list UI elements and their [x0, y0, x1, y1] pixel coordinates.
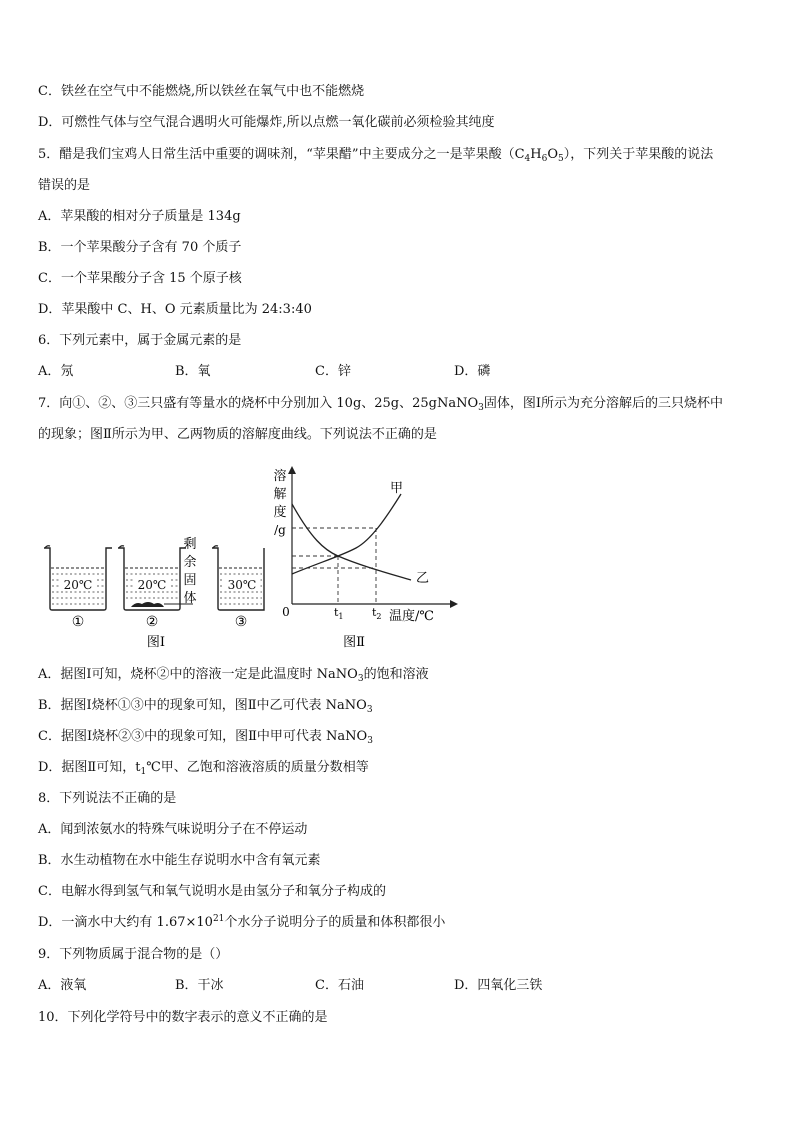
svg-text:度: 度: [273, 505, 287, 520]
q4-option-d: D．可燃性气体与空气混合遇明火可能爆炸,所以点燃一氧化碳前必须检验其纯度: [38, 115, 495, 130]
q7-option-a: A．据图Ⅰ可知，烧杯②中的溶液一定是此温度时 NaNO$_3$的饱和溶液: [38, 667, 429, 684]
q5-option-b: B．一个苹果酸分子含有 70 个质子: [38, 240, 242, 255]
figure-2-solubility-chart: [266, 458, 466, 652]
q7-option-b: B．据图Ⅰ烧杯①③中的现象可知，图Ⅱ中乙可代表 NaNO$_3$: [38, 698, 373, 715]
figure-1-beakers: [36, 530, 266, 655]
q9-option-c: C．石油: [315, 978, 364, 993]
q9-option-b: B．干冰: [175, 978, 224, 993]
svg-text:/g: /g: [274, 523, 286, 537]
y-axis-arrow: [288, 466, 296, 474]
q6-stem: 6．下列元素中，属于金属元素的是: [38, 333, 242, 348]
q6-option-a: A．氖: [38, 364, 74, 379]
figure-2-caption: 图Ⅱ: [343, 635, 365, 650]
residue-label: [183, 537, 196, 606]
q7-stem-line1: 7．向①、②、③三只盛有等量水的烧杯中分别加入 10g、25g、25gNaNO$_3$固体，图Ⅰ所示为充分溶解后的三只烧杯中: [38, 396, 724, 413]
q9-stem: 9．下列物质属于混合物的是（）: [38, 947, 229, 962]
beaker-1-temp: 20℃: [63, 578, 93, 592]
figure-1-caption: 图Ⅰ: [146, 635, 166, 650]
svg-text:溶: 溶: [273, 469, 287, 484]
q6-option-b: B．氧: [175, 364, 211, 379]
curve-yi: [292, 504, 411, 580]
x-axis-label: 温度/℃: [389, 609, 434, 624]
q5-option-c: C．一个苹果酸分子含 15 个原子核: [38, 271, 242, 286]
curve-jia-label: 甲: [390, 481, 404, 496]
y-axis-label: [273, 468, 286, 537]
q8-option-d: D．一滴水中大约有 $1.67\times 10^{21}$个水分子说明分子的质量和体积都很小: [38, 914, 446, 930]
t2-label: $t_2$: [372, 606, 382, 621]
q7-option-d: D．据图Ⅱ可知，$t_1℃$甲、乙饱和溶液溶质的质量分数相等: [38, 760, 369, 777]
beaker-1: [44, 546, 112, 610]
q5-option-d: D．苹果酸中 C、H、O 元素质量比为 24:3:40: [38, 302, 312, 317]
beaker-3-label: ③: [234, 614, 248, 630]
q8-option-c: C．电解水得到氢气和氧气说明水是由氢分子和氧分子构成的: [38, 884, 386, 899]
beaker-2-temp: 20℃: [137, 578, 167, 592]
t1-label: $t_1$: [334, 606, 344, 621]
residue-solid: [131, 602, 164, 607]
beaker-3-temp: 30℃: [227, 578, 257, 592]
q8-option-a: A．闻到浓氨水的特殊气味说明分子在不停运动: [38, 822, 308, 837]
q7-option-c: C．据图Ⅰ烧杯②③中的现象可知，图Ⅱ中甲可代表 NaNO$_3$: [38, 729, 373, 746]
origin-label: 0: [282, 605, 290, 619]
q7-stem-line2: 的现象；图Ⅱ所示为甲、乙两物质的溶解度曲线。下列说法不正确的是: [38, 427, 437, 442]
q4-option-c: C．铁丝在空气中不能燃烧,所以铁丝在氧气中也不能燃烧: [38, 84, 365, 99]
q9-option-a: A．液氧: [38, 978, 87, 993]
beaker-1-label: ①: [71, 614, 85, 630]
q10-stem: 10．下列化学符号中的数字表示的意义不正确的是: [38, 1010, 328, 1025]
svg-text:余: 余: [183, 555, 197, 570]
q8-stem: 8．下列说法不正确的是: [38, 791, 177, 806]
q6-option-d: D．磷: [454, 364, 491, 379]
svg-text:固: 固: [183, 573, 197, 588]
q5-stem-line1: 5．醋是我们宝鸡人日常生活中重要的调味剂，“苹果醋”中主要成分之一是苹果酸$(C_4H_6O_5)$，下列关于苹果酸的说法: [38, 147, 714, 164]
curve-yi-label: 乙: [416, 571, 430, 586]
beaker-3: [212, 546, 264, 610]
svg-text:解: 解: [273, 487, 287, 502]
curve-jia: [292, 494, 401, 574]
q8-option-b: B．水生动植物在水中能生存说明水中含有氧元素: [38, 853, 321, 868]
q5-stem-line2: 错误的是: [38, 178, 91, 193]
beaker-2: [118, 546, 193, 610]
q5-option-a: A．苹果酸的相对分子质量是 134g: [38, 209, 241, 224]
svg-text:剩: 剩: [183, 537, 197, 552]
svg-text:体: 体: [183, 591, 197, 606]
q9-option-d: D．四氧化三铁: [454, 978, 543, 993]
q6-option-c: C．锌: [315, 364, 351, 379]
beaker-2-label: ②: [145, 614, 159, 630]
x-axis-arrow: [450, 600, 458, 608]
